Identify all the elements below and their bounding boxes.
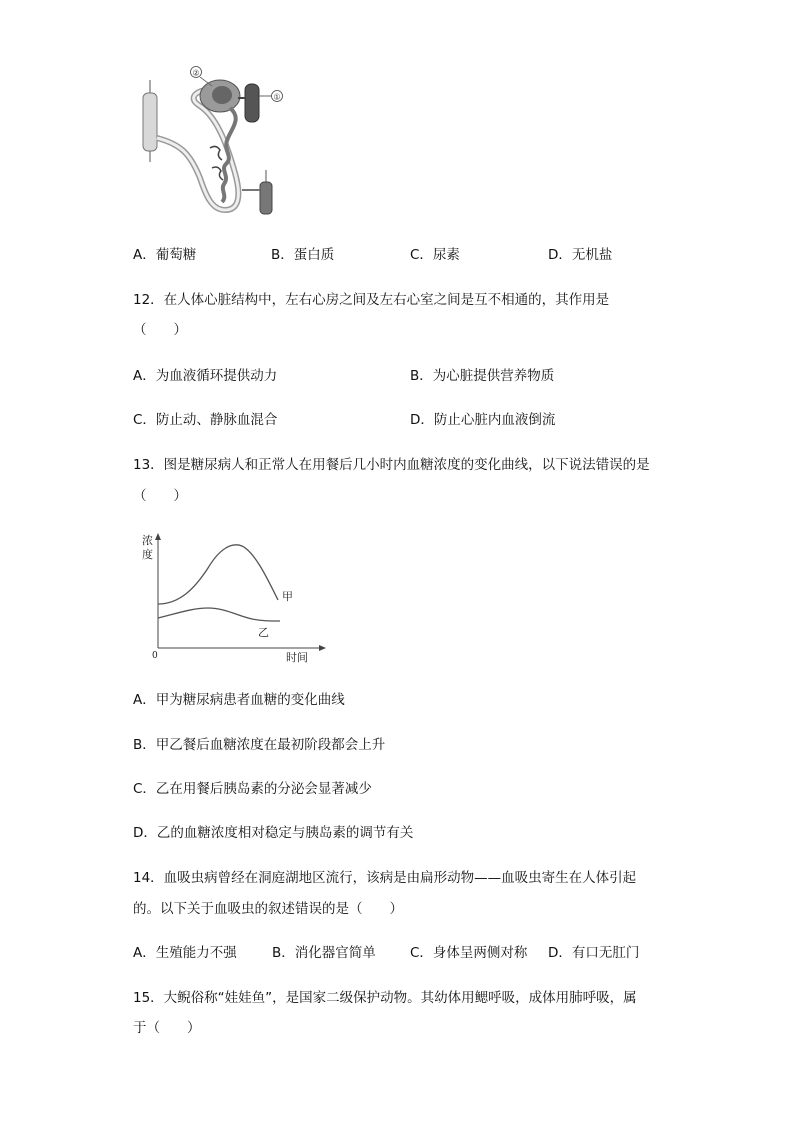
label-2: ②: [192, 68, 200, 78]
q12-option-c[interactable]: C．防止动、静脉血混合: [133, 412, 278, 428]
q13-stem: 13．图是糖尿病人和正常人在用餐后几小时内血糖浓度的变化曲线，以下说法错误的是: [133, 457, 650, 473]
q14-option-c[interactable]: C．身体呈两侧对称: [410, 945, 528, 961]
q12-stem: 12．在人体心脏结构中，左右心房之间及左右心室之间是互不相通的，其作用是: [133, 292, 610, 308]
ylabel-char-1: 浓: [142, 534, 153, 547]
q13-option-a[interactable]: A．甲为糖尿病患者血糖的变化曲线: [133, 692, 345, 708]
q14-stem-line1: 14．血吸虫病曾经在洞庭湖地区流行，该病是由扁形动物——血吸虫寄生在人体引起: [133, 870, 637, 886]
nephron-figure: [130, 58, 300, 223]
q14-stem-line2: 的。以下关于血吸虫的叙述错误的是（ ）: [133, 901, 403, 917]
q13-option-c[interactable]: C．乙在用餐后胰岛素的分泌会显著减少: [133, 781, 372, 797]
q12-option-b[interactable]: B．为心脏提供营养物质: [410, 368, 555, 384]
series-jia-label: 甲: [282, 590, 293, 603]
series-yi-line: [158, 608, 280, 621]
label-1: ①: [273, 92, 281, 102]
q13-option-d[interactable]: D．乙的血糖浓度相对稳定与胰岛素的调节有关: [133, 825, 414, 841]
q11-option-c[interactable]: C．尿素: [410, 247, 460, 263]
q11-option-d[interactable]: D．无机盐: [548, 247, 613, 263]
series-jia-line: [158, 545, 278, 604]
q11-option-b[interactable]: B．蛋白质: [271, 247, 335, 263]
origin-label: 0: [152, 651, 158, 661]
xlabel: 时间: [286, 651, 308, 664]
q13-option-b[interactable]: B．甲乙餐后血糖浓度在最初阶段都会上升: [133, 737, 386, 753]
q14-option-d[interactable]: D．有口无肛门: [548, 945, 640, 961]
ylabel-char-2: 度: [142, 548, 153, 561]
series-yi-label: 乙: [258, 626, 269, 639]
q14-option-b[interactable]: B．消化器官简单: [272, 945, 376, 961]
x-axis-arrow: [319, 645, 326, 651]
q13-answer-paren: （ ）: [133, 488, 187, 504]
q14-option-a[interactable]: A．生殖能力不强: [133, 945, 237, 961]
q15-stem-line2: 于（ ）: [133, 1020, 201, 1036]
blood-sugar-chart: [140, 530, 330, 670]
q11-option-a[interactable]: A．葡萄糖: [133, 247, 197, 263]
q12-option-d[interactable]: D．防止心脏内血液倒流: [410, 412, 556, 428]
q12-answer-paren: （ ）: [133, 322, 187, 338]
q12-option-a[interactable]: A．为血液循环提供动力: [133, 368, 278, 384]
y-axis-arrow: [155, 533, 161, 540]
q15-stem-line1: 15．大鲵俗称“娃娃鱼”，是国家二级保护动物。其幼体用鳃呼吸，成体用肺呼吸，属: [133, 990, 637, 1006]
